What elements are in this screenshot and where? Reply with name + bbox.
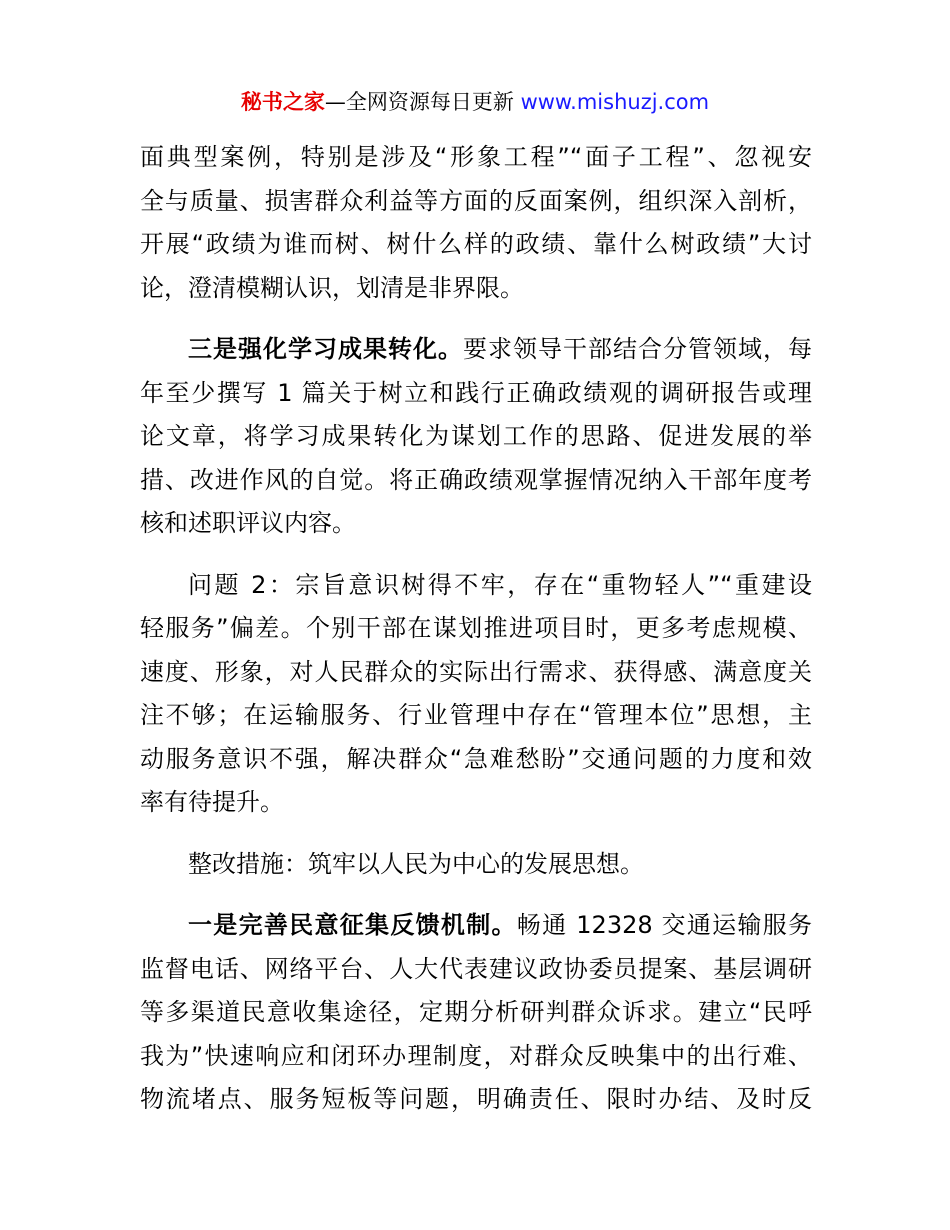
brand-name: 秘书之家 xyxy=(240,90,325,114)
text-line: 论文章，将学习成果转化为谋划工作的思路、促进发展的举 xyxy=(140,422,812,450)
page-header xyxy=(0,86,950,118)
text-line: 物流堵点、服务短板等问题，明确责任、限时办结、及时反 xyxy=(140,1085,812,1113)
text-line xyxy=(140,328,812,372)
text-run: 畅通 12328 交通运输服务 xyxy=(516,911,813,939)
paragraph xyxy=(140,136,812,310)
paragraph xyxy=(140,328,812,546)
text-line: 注不够；在运输服务、行业管理中存在“管理本位”思想，主 xyxy=(140,701,812,729)
paragraph-lead: 三是强化学习成果转化。 xyxy=(188,335,463,363)
text-line: 动服务意识不强，解决群众“急难愁盼”交通问题的力度和效 xyxy=(140,744,812,773)
paragraph xyxy=(140,843,812,887)
paragraph xyxy=(140,904,812,1122)
paragraph xyxy=(140,564,812,825)
text-run: 要求领导干部结合分管领域，每 xyxy=(463,335,812,363)
text-line: 轻服务”偏差。个别干部在谋划推进项目时，更多考虑规模、 xyxy=(140,614,812,642)
text-line: 措、改进作风的自觉。将正确政绩观掌握情况纳入干部年度考 xyxy=(140,465,812,494)
text-line: 论，澄清模糊认识，划清是非界限。 xyxy=(140,273,524,302)
text-line: 速度、形象，对人民群众的实际出行需求、获得感、满意度关 xyxy=(140,657,812,686)
text-line: 年至少撰写 1 篇关于树立和践行正确政绩观的调研报告或理 xyxy=(140,378,812,407)
text-line: 我为”快速响应和闭环办理制度，对群众反映集中的出行难、 xyxy=(140,1041,812,1070)
text-line: 率有待提升。 xyxy=(140,788,284,816)
text-line: 等多渠道民意收集途径，定期分析研判群众诉求。建立“民呼 xyxy=(140,998,812,1026)
text-line: 问题 2：宗旨意识树得不牢，存在“重物轻人”“重建设 xyxy=(188,570,812,599)
text-line: 监督电话、网络平台、人大代表建议政协委员提案、基层调研 xyxy=(140,954,812,983)
text-line xyxy=(140,904,812,948)
text-line: 全与质量、损害群众利益等方面的反面案例，组织深入剖析， xyxy=(140,186,812,215)
text-line: 开展“政绩为谁而树、树什么样的政绩、靠什么树政绩”大讨 xyxy=(140,230,812,258)
text-line: 核和述职评议内容。 xyxy=(140,509,356,537)
text-line: 面典型案例，特别是涉及“形象工程”“面子工程”、忽视安 xyxy=(140,143,812,171)
document-body xyxy=(140,136,812,1122)
header-tagline: —全网资源每日更新 xyxy=(324,90,514,114)
paragraph-lead: 一是完善民意征集反馈机制。 xyxy=(188,911,517,939)
text-line: 整改措施：筑牢以人民为中心的发展思想。 xyxy=(188,849,644,878)
website-link[interactable]: www.mishuzj.com xyxy=(520,90,710,114)
